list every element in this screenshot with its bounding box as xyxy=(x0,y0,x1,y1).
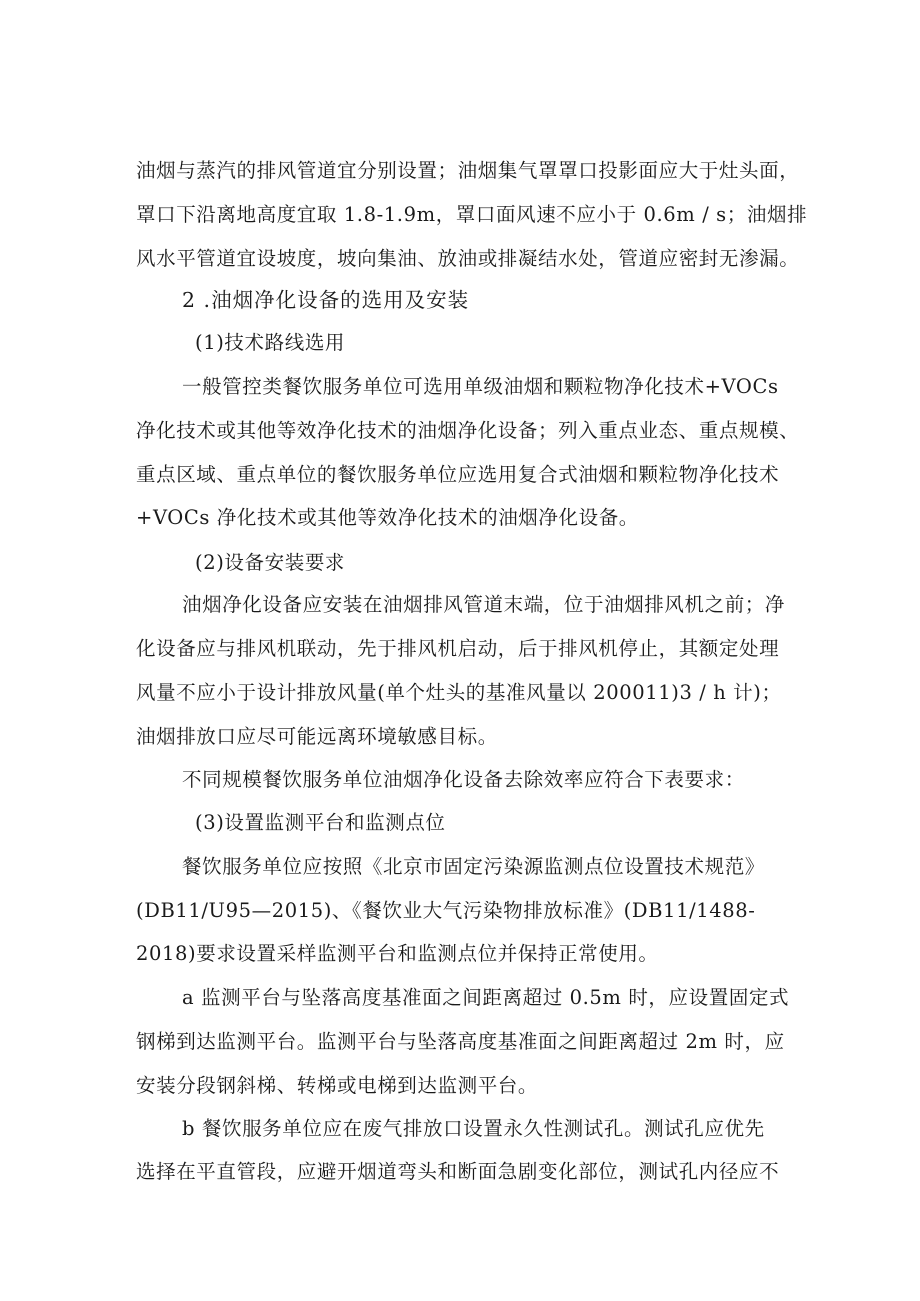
paragraph-line: 风量不应小于设计排放风量(单个灶头的基准风量以 200011)3 / h 计)； xyxy=(136,681,782,704)
paragraph-line: 重点区域、重点单位的餐饮服务单位应选用复合式油烟和颗粒物净化技术 xyxy=(136,463,780,486)
paragraph-line: 油烟排放口应尽可能远离环境敏感目标。 xyxy=(136,725,498,748)
paragraph-line: 风水平管道宜设坡度，坡向集油、放油或排凝结水处，管道应密封无渗漏。 xyxy=(136,247,800,270)
paragraph-line: 罩口下沿离地高度宜取 1.8-1.9m，罩口面风速不应小于 0.6m / s；油烟排 xyxy=(136,203,808,226)
paragraph-line: 2018)要求设置采样监测平台和监测点位并保持正常使用。 xyxy=(136,942,659,965)
paragraph-line: 安装分段钢斜梯、转梯或电梯到达监测平台。 xyxy=(136,1074,539,1097)
subsection-heading: (3)设置监测平台和监测点位 xyxy=(195,811,446,834)
paragraph-line: 一般管控类餐饮服务单位可选用单级油烟和颗粒物净化技术+VOCs xyxy=(182,375,779,398)
subsection-heading: (1)技术路线选用 xyxy=(195,331,346,354)
paragraph-line: 油烟净化设备应安装在油烟排风管道末端，位于油烟排风机之前；净 xyxy=(182,593,786,616)
subsection-heading: (2)设备安装要求 xyxy=(195,551,346,574)
paragraph-line: (DB11/U95—2015)、《餐饮业大气污染物排放标准》(DB11/1488- xyxy=(136,899,756,922)
paragraph-line: 选择在平直管段，应避开烟道弯头和断面急剧变化部位，测试孔内径应不 xyxy=(136,1160,780,1183)
paragraph-line: 化设备应与排风机联动，先于排风机启动，后于排风机停止，其额定处理 xyxy=(136,637,780,660)
paragraph-line: 餐饮服务单位应按照《北京市固定污染源监测点位设置技术规范》 xyxy=(182,855,765,878)
paragraph-line: b 餐饮服务单位应在废气排放口设置永久性测试孔。测试孔应优先 xyxy=(182,1117,765,1140)
paragraph-line: 油烟与蒸汽的排风管道宜分别设置；油烟集气罩罩口投影面应大于灶头面， xyxy=(136,159,800,182)
section-heading: 2 .油烟净化设备的选用及安装 xyxy=(182,288,470,312)
paragraph-line: 钢梯到达监测平台。监测平台与坠落高度基准面之间距离超过 2m 时，应 xyxy=(136,1030,785,1053)
paragraph-line: a 监测平台与坠落高度基准面之间距离超过 0.5m 时，应设置固定式 xyxy=(182,986,790,1009)
paragraph-line: 净化技术或其他等效净化技术的油烟净化设备；列入重点业态、重点规模、 xyxy=(136,419,800,442)
paragraph-line: +VOCs 净化技术或其他等效净化技术的油烟净化设备。 xyxy=(136,506,639,529)
paragraph-line: 不同规模餐饮服务单位油烟净化设备去除效率应符合下表要求： xyxy=(182,768,745,791)
